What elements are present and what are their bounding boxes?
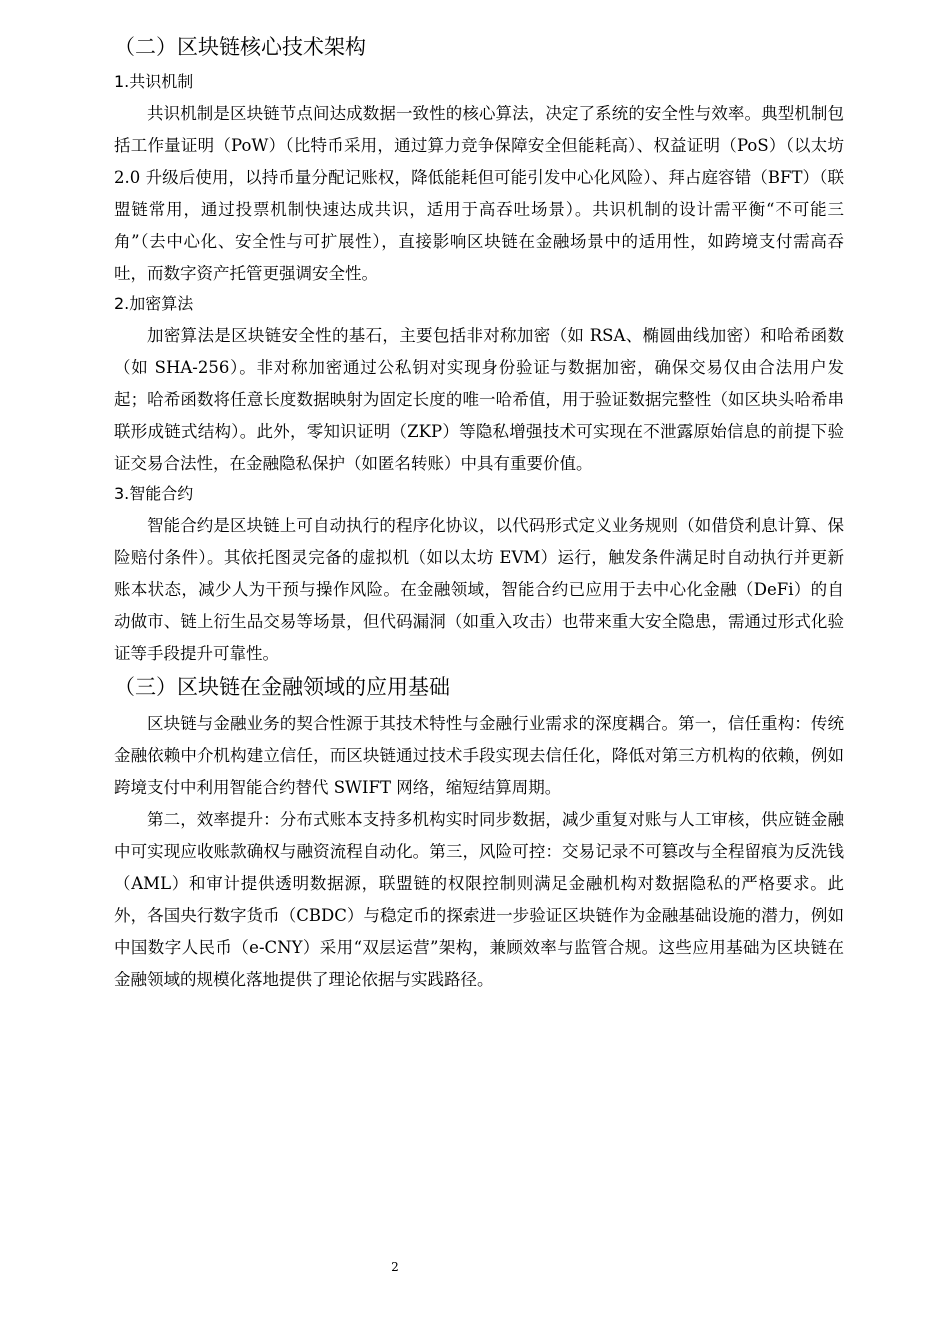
section-heading-core-architecture: （二）区块链核心技术架构	[114, 35, 366, 59]
subheading-cryptography: 2.加密算法	[114, 294, 194, 313]
paragraph-smart-contracts: 智能合约是区块链上可自动执行的程序化协议，以代码形式定义业务规则（如借贷利息计算、保险赔付条件）。其依托图灵完备的虚拟机（如以太坊 EVM）运行，触发条件满足时自动执行并更新账本状态，减少人为干预与操作风险。在金融领域，智能合约已应用于去中心化金融（DeFi）的自动做市、链上衍生品交易等场景，但代码漏洞（如重入攻击）也带来重大安全隐患，需通过形式化验证等手段提升可靠性。	[114, 516, 844, 663]
paragraph-consensus: 共识机制是区块链节点间达成数据一致性的核心算法，决定了系统的安全性与效率。典型机制包括工作量证明（PoW）（比特币采用，通过算力竞争保障安全但能耗高）、权益证明（PoS）（以太坊 2.0 升级后使用，以持币量分配记账权，降低能耗但可能引发中心化风险）、拜占庭容错（BFT）（联盟链常用，通过投票机制快速达成共识，适用于高吞吐场景）。共识机制的设计需平衡“不可能三角”（去中心化、安全性与可扩展性），直接影响区块链在金融场景中的适用性，如跨境支付需高吞吐，而数字资产托管更强调安全性。	[114, 104, 844, 283]
document-page	[114, 30, 844, 996]
subheading-consensus: 1.共识机制	[114, 72, 194, 91]
page-number: 2	[391, 1260, 399, 1274]
paragraph-cryptography: 加密算法是区块链安全性的基石，主要包括非对称加密（如 RSA、椭圆曲线加密）和哈希函数（如 SHA-256）。非对称加密通过公私钥对实现身份验证与数据加密，确保交易仅由合法用户发起；哈希函数将任意长度数据映射为固定长度的唯一哈希值，用于验证数据完整性（如区块头哈希串联形成链式结构）。此外，零知识证明（ZKP）等隐私增强技术可实现在不泄露原始信息的前提下验证交易合法性，在金融隐私保护（如匿名转账）中具有重要价值。	[114, 326, 844, 473]
paragraph-finance-2: 第二，效率提升：分布式账本支持多机构实时同步数据，减少重复对账与人工审核，供应链金融中可实现应收账款确权与融资流程自动化。第三，风险可控：交易记录不可篡改与全程留痕为反洗钱（AML）和审计提供透明数据源，联盟链的权限控制则满足金融机构对数据隐私的严格要求。此外，各国央行数字货币（CBDC）与稳定币的探索进一步验证区块链作为金融基础设施的潜力，例如中国数字人民币（e-CNY）采用“双层运营”架构，兼顾效率与监管合规。这些应用基础为区块链在金融领域的规模化落地提供了理论依据与实践路径。	[114, 810, 844, 989]
section-heading-finance-foundation: （三）区块链在金融领域的应用基础	[114, 675, 450, 699]
subheading-smart-contracts: 3.智能合约	[114, 484, 194, 503]
paragraph-finance-1: 区块链与金融业务的契合性源于其技术特性与金融行业需求的深度耦合。第一，信任重构：传统金融依赖中介机构建立信任，而区块链通过技术手段实现去信任化，降低对第三方机构的依赖，例如跨境支付中利用智能合约替代 SWIFT 网络，缩短结算周期。	[114, 714, 844, 797]
